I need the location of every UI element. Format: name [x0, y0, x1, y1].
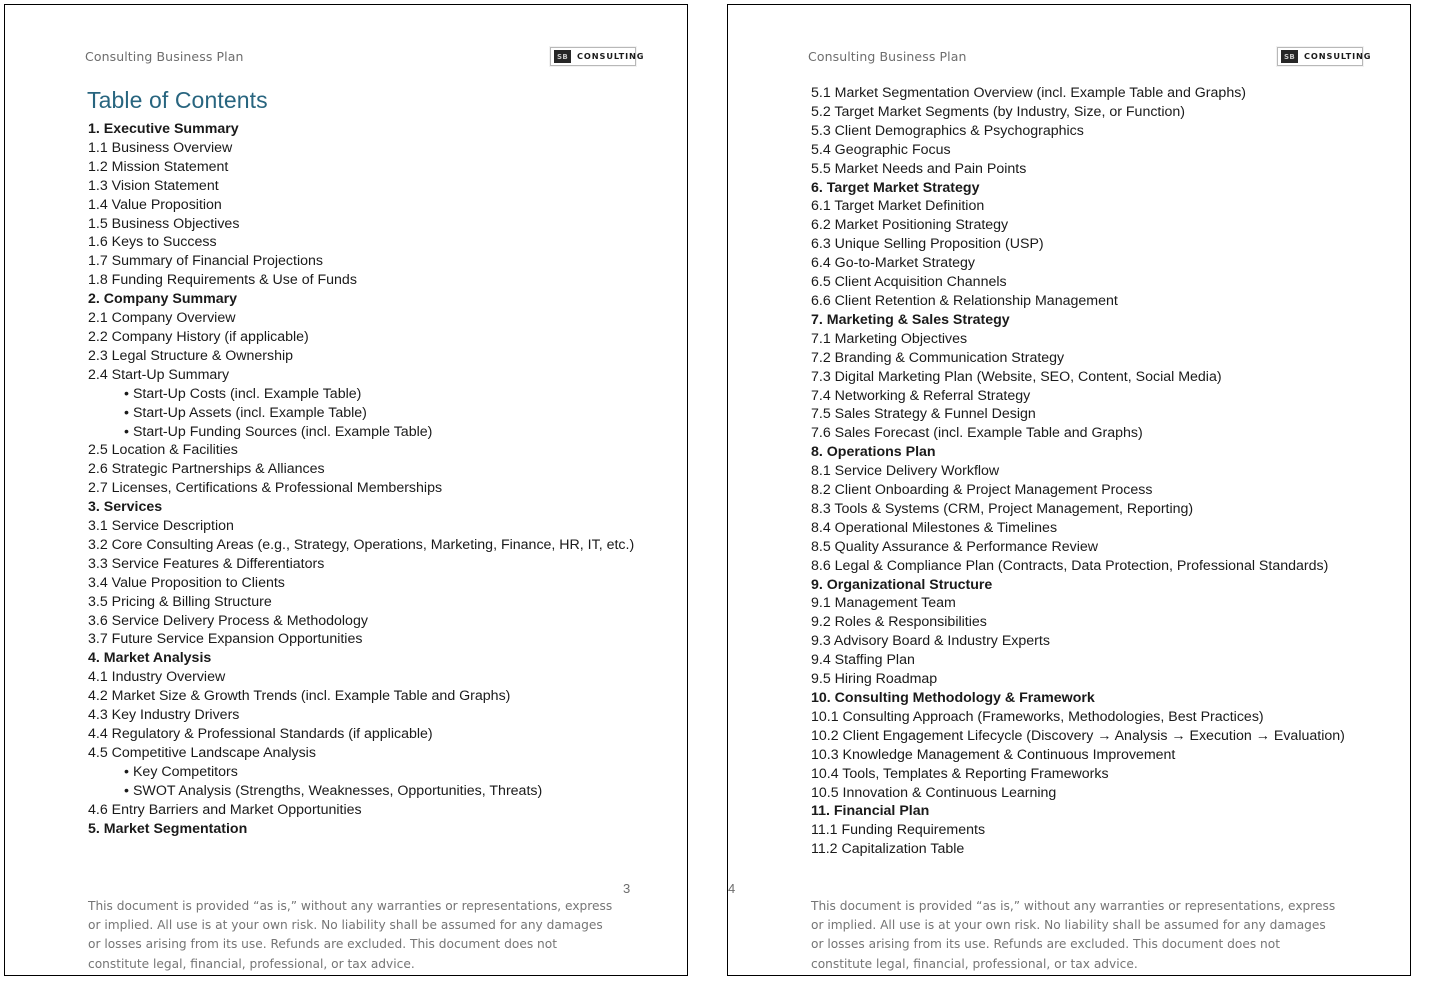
- toc-subsection-item[interactable]: 3.3 Service Features & Differentiators: [88, 555, 325, 572]
- running-header: Consulting Business Plan: [808, 49, 967, 64]
- toc-subsection-item[interactable]: 1.7 Summary of Financial Projections: [88, 253, 323, 270]
- toc-entry-label: Start-Up Assets (incl. Example Table): [132, 404, 367, 421]
- table-of-contents-list: [88, 120, 638, 838]
- toc-subsection-item[interactable]: 6.3 Unique Selling Proposition (USP): [811, 236, 1044, 253]
- toc-subsection-item[interactable]: 1.3 Vision Statement: [88, 177, 219, 194]
- toc-subsection-item[interactable]: 11.1 Funding Requirements: [811, 822, 986, 839]
- toc-subsection-item[interactable]: 1.8 Funding Requirements & Use of Funds: [88, 272, 357, 289]
- toc-subsection-item[interactable]: 9.5 Hiring Roadmap: [811, 671, 938, 688]
- toc-subsection-item[interactable]: 8.6 Legal & Compliance Plan (Contracts, Data Protection, Professional Standards): [811, 557, 1329, 574]
- toc-subsection-item[interactable]: 7.2 Branding & Communication Strategy: [811, 349, 1065, 366]
- toc-subsection-item[interactable]: 8.2 Client Onboarding & Project Management Process: [811, 482, 1153, 499]
- toc-subsection-item[interactable]: 9.1 Management Team: [811, 595, 956, 612]
- table-of-contents-list: [811, 84, 1361, 859]
- toc-bullet-item[interactable]: [88, 385, 638, 404]
- toc-subsection-item[interactable]: 8.4 Operational Milestones & Timelines: [811, 519, 1058, 536]
- toc-section-heading[interactable]: 3. Services: [88, 499, 163, 516]
- toc-bullet-item[interactable]: [88, 423, 638, 442]
- running-header: Consulting Business Plan: [85, 49, 244, 64]
- toc-subsection-item[interactable]: 2.4 Start-Up Summary: [88, 366, 230, 383]
- toc-bullet-item[interactable]: [88, 404, 638, 423]
- toc-subsection-item[interactable]: 4.1 Industry Overview: [88, 669, 226, 686]
- toc-subsection-item[interactable]: 5.1 Market Segmentation Overview (incl. Example Table and Graphs): [811, 85, 1247, 101]
- toc-subsection-item[interactable]: 8.1 Service Delivery Workflow: [811, 463, 1000, 480]
- toc-subsection-item[interactable]: 7.4 Networking & Referral Strategy: [811, 387, 1031, 404]
- toc-subsection-item[interactable]: 7.1 Marketing Objectives: [811, 330, 968, 347]
- toc-subsection-item[interactable]: 2.2 Company History (if applicable): [88, 328, 309, 345]
- toc-section-heading[interactable]: 5. Market Segmentation: [88, 820, 248, 837]
- toc-subsection-item[interactable]: 6.5 Client Acquisition Channels: [811, 274, 1007, 291]
- bullet-icon: •: [124, 404, 129, 421]
- toc-section-heading[interactable]: 9. Organizational Structure: [811, 576, 993, 593]
- toc-subsection-item[interactable]: 2.6 Strategic Partnerships & Alliances: [88, 461, 325, 478]
- toc-subsection-item[interactable]: 10.2 Client Engagement Lifecycle (Discovery → Analysis → Execution → Evaluation): [811, 727, 1345, 744]
- toc-subsection-item[interactable]: 10.5 Innovation & Continuous Learning: [811, 784, 1057, 801]
- toc-subsection-item[interactable]: 1.5 Business Objectives: [88, 215, 240, 232]
- bullet-icon: •: [124, 423, 129, 440]
- toc-subsection-item[interactable]: 7.6 Sales Forecast (incl. Example Table and Graphs): [811, 425, 1143, 442]
- footer-disclaimer: This document is provided “as is,” without any warranties or representations, express or implied. All use is at your own risk. No liability shall be assumed for any damages or losses arising from its use. Refunds are excluded. This document does not constitute legal, financial, professional, or tax advice.: [88, 899, 613, 971]
- company-logo: [550, 47, 645, 66]
- toc-subsection-item[interactable]: 6.1 Target Market Definition: [811, 198, 985, 215]
- toc-entry-label: Start-Up Costs (incl. Example Table): [132, 385, 362, 402]
- toc-subsection-item[interactable]: 5.4 Geographic Focus: [811, 141, 951, 158]
- toc-subsection-item[interactable]: 9.4 Staffing Plan: [811, 652, 915, 669]
- toc-entry-label: Start-Up Funding Sources (incl. Example Table): [132, 423, 433, 440]
- toc-subsection-item[interactable]: 10.1 Consulting Approach (Frameworks, Methodologies, Best Practices): [811, 708, 1264, 725]
- toc-bullet-item[interactable]: [88, 782, 638, 801]
- page-number: 3: [623, 881, 631, 896]
- bullet-icon: •: [124, 763, 129, 780]
- toc-subsection-item[interactable]: 4.2 Market Size & Growth Trends (incl. Example Table and Graphs): [88, 688, 511, 705]
- company-logo: [1277, 47, 1372, 66]
- toc-subsection-item[interactable]: 10.4 Tools, Templates & Reporting Frameworks: [811, 765, 1109, 782]
- toc-subsection-item[interactable]: 8.5 Quality Assurance & Performance Review: [811, 538, 1099, 555]
- toc-section-heading[interactable]: 6. Target Market Strategy: [811, 179, 980, 196]
- toc-subsection-item[interactable]: 6.4 Go-to-Market Strategy: [811, 255, 976, 272]
- toc-subsection-item[interactable]: 4.6 Entry Barriers and Market Opportunities: [88, 801, 362, 818]
- toc-entry-label: SWOT Analysis (Strengths, Weaknesses, Opportunities, Threats): [132, 782, 543, 799]
- toc-subsection-item[interactable]: 2.3 Legal Structure & Ownership: [88, 347, 294, 364]
- toc-section-heading[interactable]: 2. Company Summary: [88, 291, 238, 308]
- toc-section-heading[interactable]: 10. Consulting Methodology & Framework: [811, 690, 1095, 706]
- toc-section-heading[interactable]: 8. Operations Plan: [811, 444, 936, 461]
- page-title: Table of Contents: [87, 87, 268, 113]
- toc-subsection-item[interactable]: 3.4 Value Proposition to Clients: [88, 574, 285, 591]
- toc-subsection-item[interactable]: 3.2 Core Consulting Areas (e.g., Strategy, Operations, Marketing, Finance, HR, IT, etc.): [88, 536, 635, 553]
- toc-subsection-item[interactable]: 9.3 Advisory Board & Industry Experts: [811, 633, 1050, 650]
- toc-subsection-item[interactable]: 4.4 Regulatory & Professional Standards (if applicable): [88, 726, 433, 742]
- toc-subsection-item[interactable]: 1.6 Keys to Success: [88, 234, 217, 251]
- toc-subsection-item[interactable]: 5.3 Client Demographics & Psychographics: [811, 122, 1084, 139]
- toc-subsection-item[interactable]: 1.1 Business Overview: [88, 139, 233, 156]
- toc-entry-label: Key Competitors: [132, 763, 238, 780]
- footer-disclaimer: This document is provided “as is,” without any warranties or representations, express or implied. All use is at your own risk. No liability shall be assumed for any damages or losses arising from its use. Refunds are excluded. This document does not constitute legal, financial, professional, or tax advice.: [811, 899, 1336, 971]
- logo-wordmark: CONSULTING: [577, 51, 645, 62]
- toc-subsection-item[interactable]: 1.4 Value Proposition: [88, 196, 222, 213]
- toc-subsection-item[interactable]: 4.5 Competitive Landscape Analysis: [88, 744, 316, 761]
- toc-subsection-item[interactable]: 7.3 Digital Marketing Plan (Website, SEO, Content, Social Media): [811, 368, 1222, 385]
- toc-subsection-item[interactable]: 3.7 Future Service Expansion Opportunities: [88, 631, 363, 648]
- toc-section-heading[interactable]: 4. Market Analysis: [88, 650, 212, 667]
- toc-subsection-item[interactable]: 3.1 Service Description: [88, 518, 234, 535]
- document-page-4: [727, 4, 1411, 976]
- toc-bullet-item[interactable]: [88, 763, 638, 782]
- toc-subsection-item[interactable]: 4.3 Key Industry Drivers: [88, 707, 240, 724]
- toc-subsection-item[interactable]: 5.5 Market Needs and Pain Points: [811, 160, 1027, 177]
- logo-wordmark: CONSULTING: [1304, 51, 1372, 62]
- toc-subsection-item[interactable]: 1.2 Mission Statement: [88, 158, 229, 175]
- logo-monogram-icon: SB: [1281, 50, 1298, 63]
- toc-subsection-item[interactable]: 9.2 Roles & Responsibilities: [811, 614, 987, 631]
- bullet-icon: •: [124, 385, 129, 402]
- toc-subsection-item[interactable]: 5.2 Target Market Segments (by Industry, Size, or Function): [811, 103, 1186, 120]
- toc-section-heading[interactable]: 11. Financial Plan: [811, 803, 930, 820]
- toc-subsection-item[interactable]: 10.3 Knowledge Management & Continuous Improvement: [811, 746, 1176, 763]
- logo-monogram-icon: SB: [554, 50, 571, 63]
- toc-subsection-item[interactable]: 11.2 Capitalization Table: [811, 841, 965, 858]
- bullet-icon: •: [124, 782, 129, 799]
- toc-section-heading[interactable]: 1. Executive Summary: [88, 121, 239, 137]
- page-number: 4: [728, 881, 736, 896]
- toc-subsection-item[interactable]: 2.1 Company Overview: [88, 310, 236, 327]
- toc-subsection-item[interactable]: 6.2 Market Positioning Strategy: [811, 217, 1009, 234]
- toc-subsection-item[interactable]: 3.5 Pricing & Billing Structure: [88, 593, 272, 610]
- toc-subsection-item[interactable]: 2.7 Licenses, Certifications & Professional Memberships: [88, 480, 443, 497]
- toc-subsection-item[interactable]: 6.6 Client Retention & Relationship Management: [811, 292, 1118, 309]
- toc-subsection-item[interactable]: 3.6 Service Delivery Process & Methodology: [88, 612, 368, 629]
- toc-section-heading[interactable]: 7. Marketing & Sales Strategy: [811, 311, 1010, 328]
- toc-subsection-item[interactable]: 2.5 Location & Facilities: [88, 442, 238, 459]
- document-page-3: [4, 4, 688, 976]
- toc-subsection-item[interactable]: 8.3 Tools & Systems (CRM, Project Management, Reporting): [811, 500, 1194, 517]
- toc-subsection-item[interactable]: 7.5 Sales Strategy & Funnel Design: [811, 406, 1036, 423]
